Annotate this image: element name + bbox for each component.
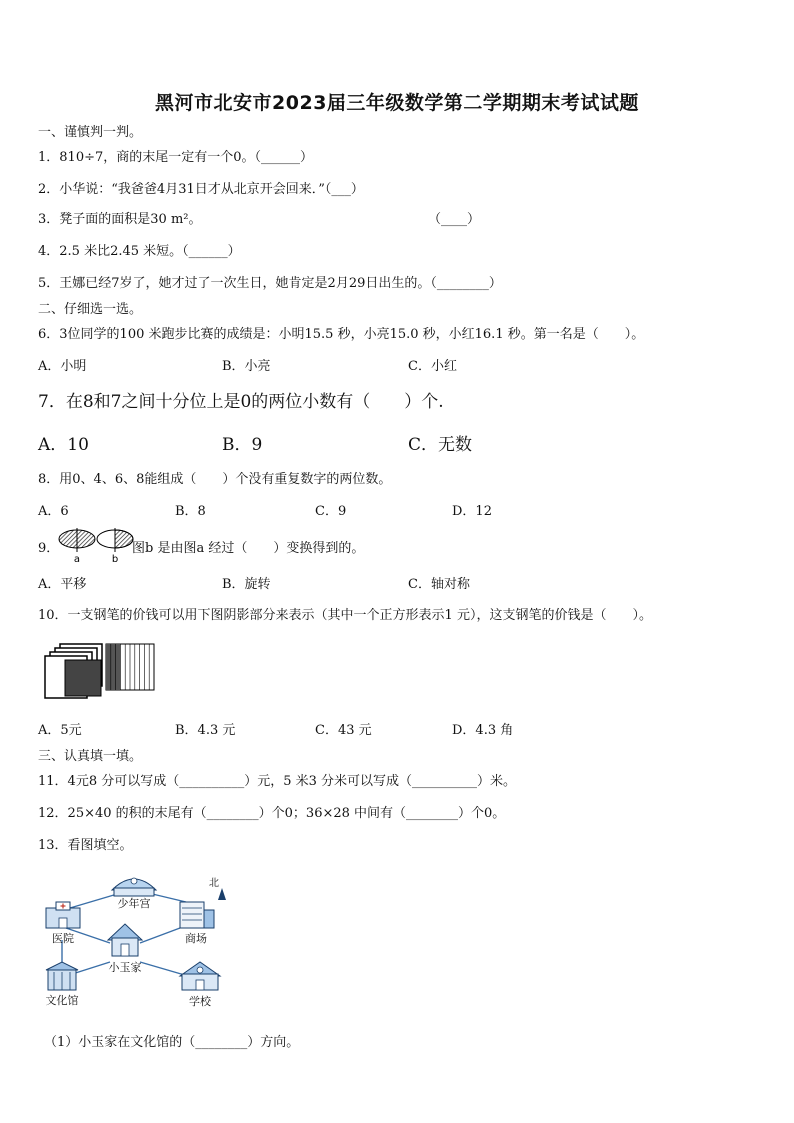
north-label: 北 [209, 878, 219, 889]
question-10-figure [42, 640, 160, 700]
question-10-option-c: C．43 元 [315, 723, 372, 738]
question-7-option-c: C．无数 [408, 435, 473, 455]
question-6-option-c: C．小红 [408, 359, 457, 374]
money-square-shade [65, 660, 101, 696]
question-6: 6．3位同学的100 米跑步比赛的成绩是：小明15.5 秒，小亮15.0 秒，小红16.1 秒。第一名是（ ）。 [38, 327, 645, 342]
question-7-option-a: A．10 [38, 435, 89, 455]
youth-palace-icon [112, 878, 156, 896]
question-9-number: 9． [38, 541, 60, 556]
map-label-hospital: 医院 [52, 932, 74, 945]
question-8-option-d: D．12 [452, 504, 492, 519]
question-8-option-c: C．9 [315, 504, 347, 519]
question-10-option-d: D．4.3 角 [452, 723, 514, 738]
section-2-heading: 二、仔细选一选。 [38, 302, 143, 317]
home-icon [108, 924, 142, 956]
map-label-cultural-center: 文化馆 [45, 994, 79, 1007]
question-7: 7．在8和7之间十分位上是0的两位小数有（ ）个. [38, 392, 444, 412]
map-label-home: 小玉家 [108, 961, 142, 974]
question-13-map [36, 870, 246, 1015]
section-1-heading: 一、谨慎判一判。 [38, 125, 143, 140]
question-3: 3．凳子面的面积是30 m²。 [38, 212, 202, 227]
section-3-heading: 三、认真填一填。 [38, 749, 143, 764]
question-9-option-c: C．轴对称 [408, 577, 470, 592]
north-arrow-icon [218, 888, 226, 900]
question-4: 4．2.5 米比2.45 米短。（______） [38, 244, 241, 259]
question-6-option-b: B．小亮 [222, 359, 271, 374]
question-11: 11．4元8 分可以写成（__________）元，5 米3 分米可以写成（__________）米。 [38, 774, 517, 789]
figure-b-shaded-half [115, 530, 133, 548]
question-8-option-b: B．8 [175, 504, 206, 519]
map-label-youth-palace: 少年宫 [117, 897, 151, 910]
question-9-option-b: B．旋转 [222, 577, 271, 592]
figure-a-label: a [73, 554, 81, 565]
question-8-option-a: A．6 [38, 504, 69, 519]
decimal-strip [106, 644, 154, 690]
question-5: 5．王娜已经7岁了，她才过了一次生日，她肯定是2月29日出生的。（________） [38, 276, 502, 291]
question-6-option-a: A．小明 [38, 359, 87, 374]
question-13-part-1: （1）小玉家在文化馆的（________）方向。 [44, 1035, 300, 1050]
question-9-figure [56, 526, 134, 566]
question-10-option-a: A．5元 [38, 723, 82, 738]
question-13: 13．看图填空。 [38, 838, 133, 853]
question-9-option-a: A．平移 [38, 577, 87, 592]
cultural-center-icon [46, 962, 78, 990]
mall-icon [180, 902, 214, 928]
question-10: 10．一支钢笔的价钱可以用下图阴影部分来表示（其中一个正方形表示1 元），这支钢笔的价钱是（ ）。 [38, 608, 652, 623]
question-7-option-b: B．9 [222, 435, 263, 455]
page-title: 黑河市北安市2023届三年级数学第二学期期末考试试题 [155, 92, 639, 114]
question-12: 12．25×40 的积的末尾有（________）个0；36×28 中间有（________）个0。 [38, 806, 506, 821]
map-label-school: 学校 [189, 995, 211, 1008]
map-label-mall: 商场 [185, 932, 207, 945]
question-9: 图b 是由图a 经过（ ）变换得到的。 [132, 541, 365, 556]
school-icon [180, 962, 220, 990]
question-1: 1．810÷7，商的末尾一定有一个0。（______） [38, 150, 314, 165]
question-3-blank: （____） [428, 212, 481, 227]
figure-b-label: b [111, 554, 119, 565]
question-8: 8．用0、4、6、8能组成（ ）个没有重复数字的两位数。 [38, 472, 392, 487]
question-10-option-b: B．4.3 元 [175, 723, 236, 738]
question-2: 2．小华说：“我爸爸4月31日才从北京开会回来．”（___） [38, 182, 364, 197]
